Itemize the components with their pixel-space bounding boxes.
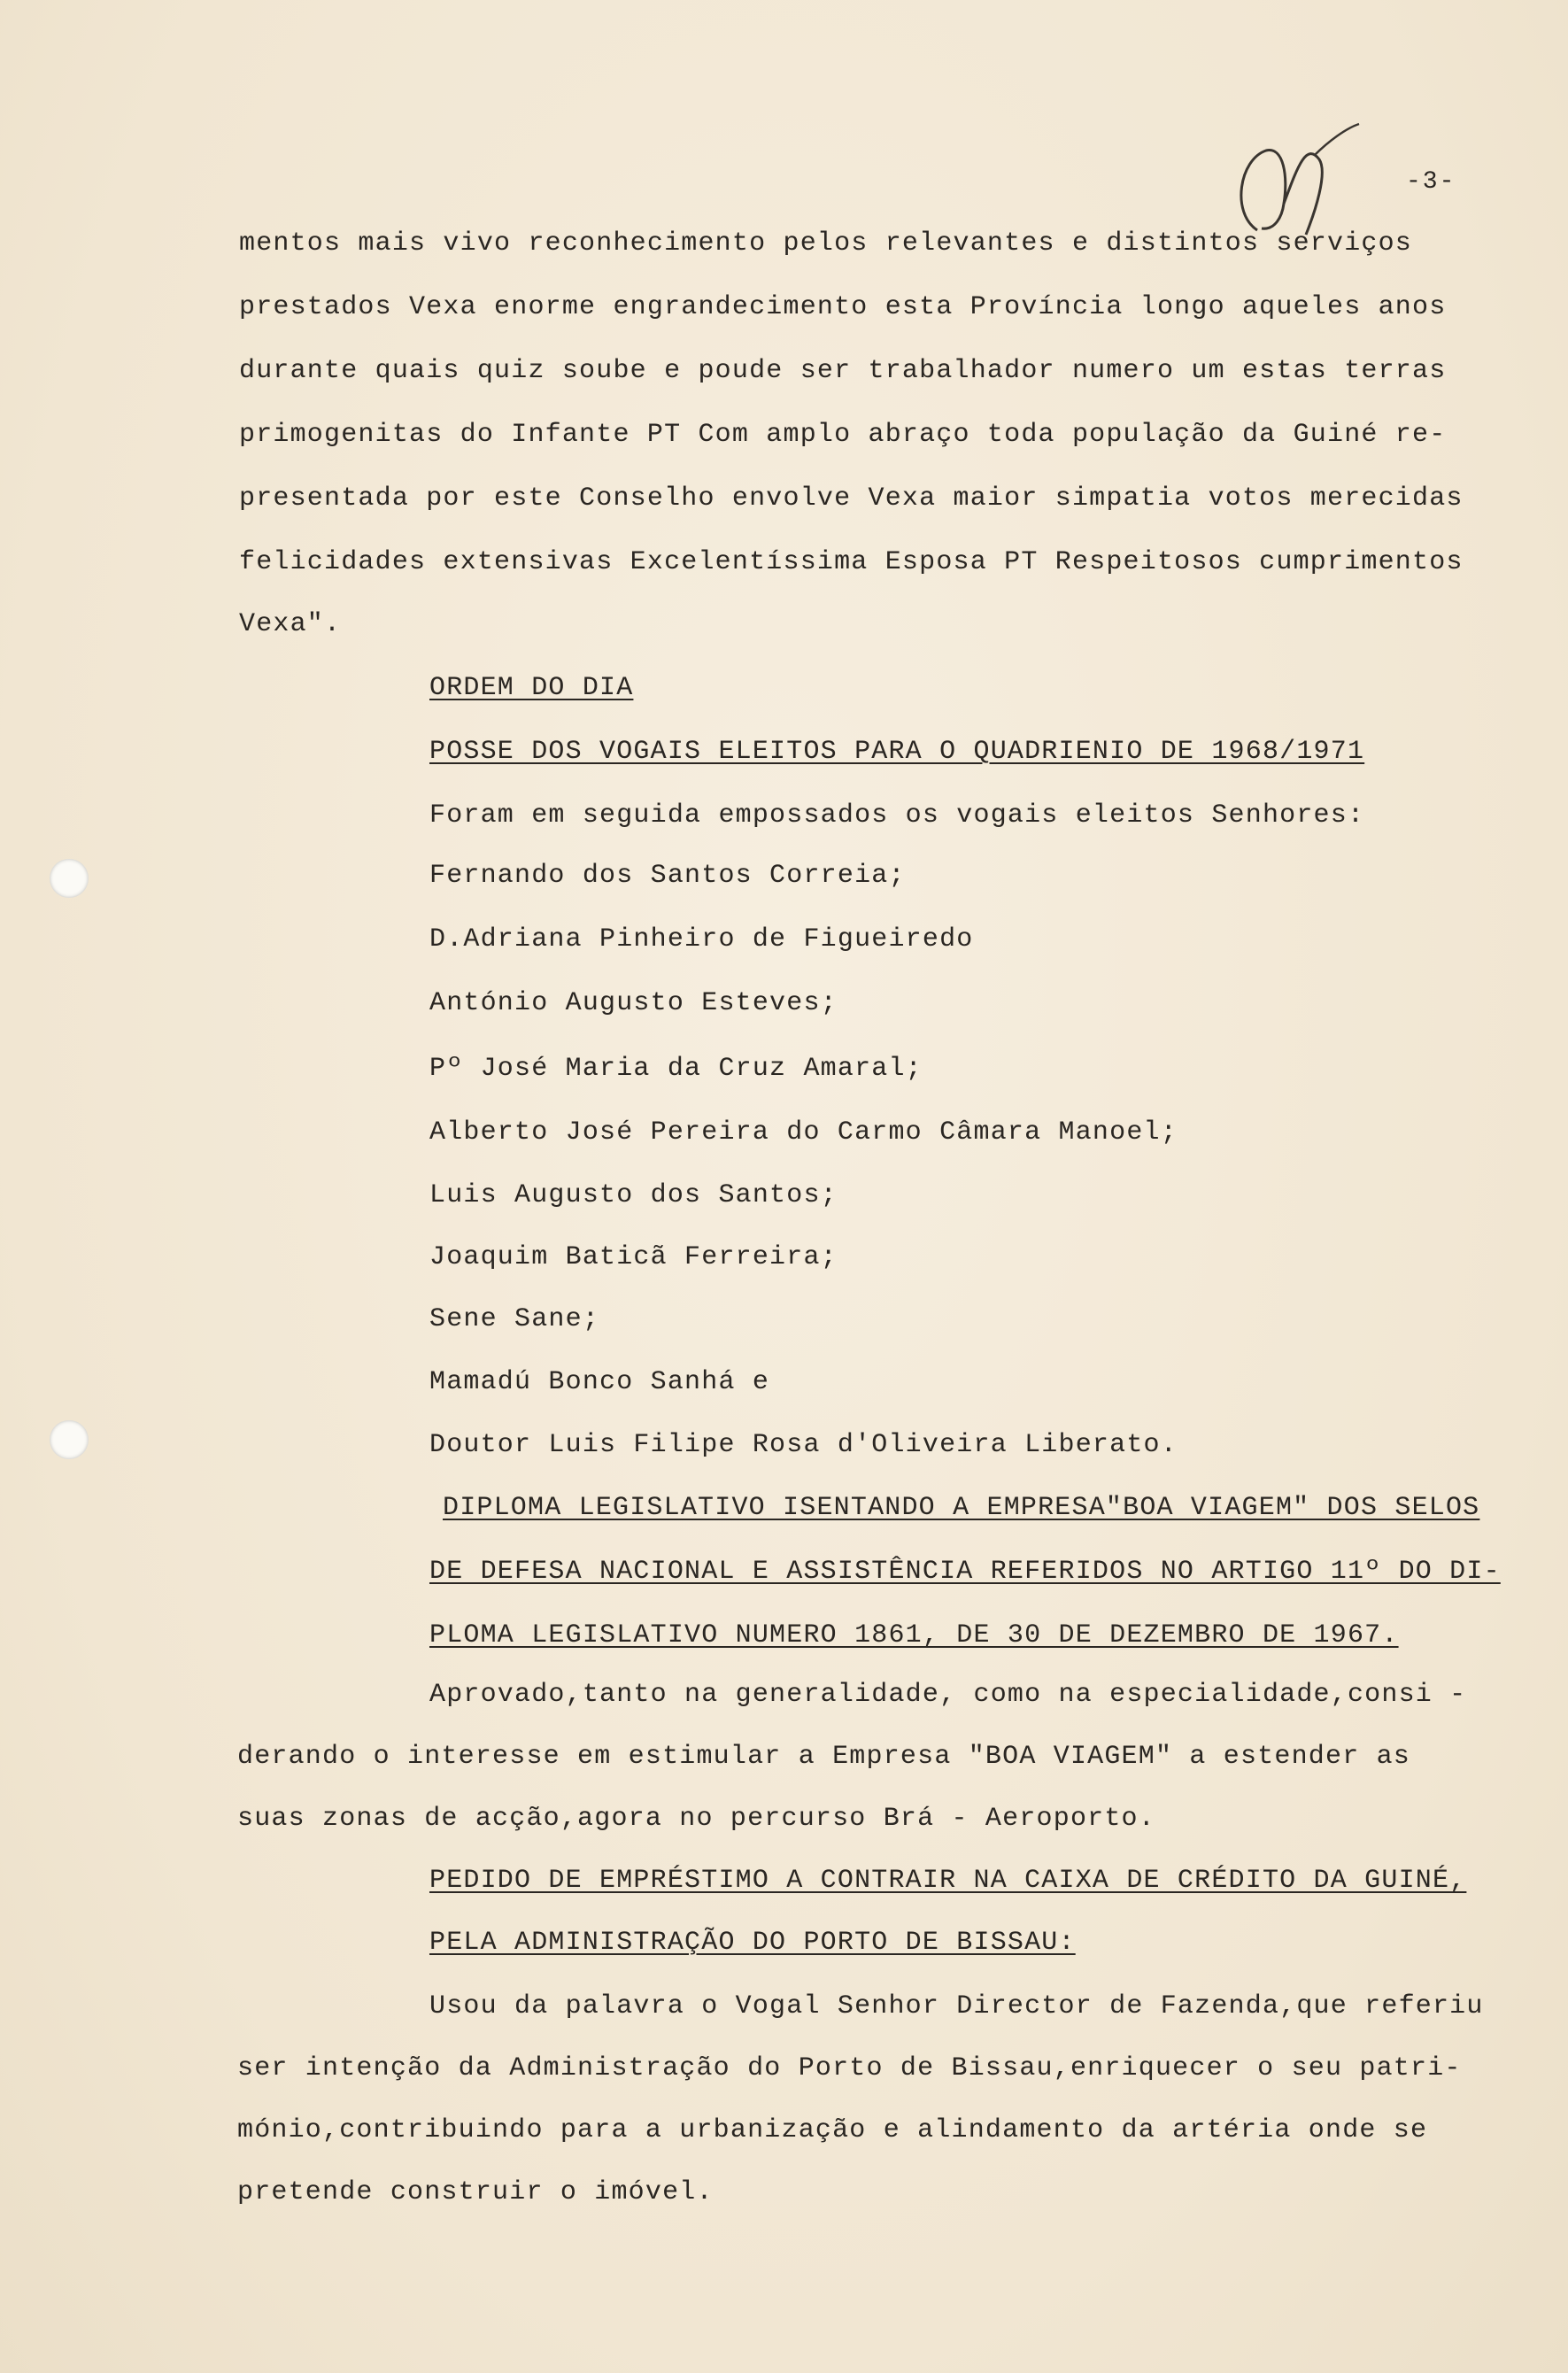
vogal-item: Mamadú Bonco Sanhá e (429, 1367, 770, 1397)
vogal-item: António Augusto Esteves; (429, 988, 838, 1018)
paragraph-line: felicidades extensivas Excelentíssima Esposa PT Respeitosos cumprimentos (239, 547, 1464, 577)
heading-pedido-line: PELA ADMINISTRAÇÃO DO PORTO DE BISSAU: (429, 1928, 1076, 1958)
heading-diploma-line: PLOMA LEGISLATIVO NUMERO 1861, DE 30 DE DEZEMBRO DE 1967. (429, 1620, 1399, 1650)
vogal-item: D.Adriana Pinheiro de Figueiredo (429, 924, 974, 955)
diploma-text-line: Aprovado,tanto na generalidade, como na especialidade,consi - (429, 1680, 1467, 1710)
heading-diploma-line: DE DEFESA NACIONAL E ASSISTÊNCIA REFERIDOS NO ARTIGO 11º DO DI- (429, 1557, 1501, 1587)
punch-hole-bottom (50, 1420, 89, 1459)
page-number: -3- (1406, 168, 1456, 196)
paragraph-line: durante quais quiz soube e poude ser trabalhador numero um estas terras (239, 356, 1447, 386)
paragraph-line: mentos mais vivo reconhecimento pelos relevantes e distintos serviços (239, 228, 1413, 259)
diploma-text-line: derando o interesse em estimular a Empresa "BOA VIAGEM" a estender as (237, 1742, 1411, 1772)
pedido-text-line: mónio,contribuindo para a urbanização e alindamento da artéria onde se (237, 2115, 1428, 2145)
pedido-text-line: Usou da palavra o Vogal Senhor Director de Fazenda,que referiu (429, 1991, 1484, 2021)
handwritten-initials (1222, 106, 1363, 239)
diploma-text-line: suas zonas de acção,agora no percurso Brá - Aeroporto. (237, 1804, 1155, 1834)
posse-intro: Foram em seguida empossados os vogais eleitos Senhores: (429, 800, 1365, 831)
vogal-item: Joaquim Baticã Ferreira; (429, 1242, 838, 1272)
paragraph-line: prestados Vexa enorme engrandecimento esta Província longo aqueles anos (239, 292, 1447, 322)
paragraph-line: presentada por este Conselho envolve Vexa maior simpatia votos merecidas (239, 483, 1464, 514)
vogal-item: Alberto José Pereira do Carmo Câmara Manoel; (429, 1117, 1178, 1148)
heading-posse: POSSE DOS VOGAIS ELEITOS PARA O QUADRIENIO DE 1968/1971 (429, 737, 1365, 767)
vogal-item: Pº José Maria da Cruz Amaral; (429, 1054, 923, 1084)
paragraph-line: Vexa". (239, 609, 342, 639)
vogal-item: Fernando dos Santos Correia; (429, 861, 906, 891)
punch-hole-top (50, 859, 89, 898)
paragraph-line: primogenitas do Infante PT Com amplo abraço toda população da Guiné re- (239, 420, 1447, 450)
pedido-text-line: ser intenção da Administração do Porto de Bissau,enriquecer o seu patri- (237, 2053, 1462, 2083)
heading-diploma-line: DIPLOMA LEGISLATIVO ISENTANDO A EMPRESA"BOA VIAGEM" DOS SELOS (443, 1493, 1480, 1523)
pedido-text-line: pretende construir o imóvel. (237, 2177, 714, 2207)
vogal-item: Sene Sane; (429, 1304, 600, 1334)
heading-ordem-do-dia: ORDEM DO DIA (429, 673, 634, 703)
vogal-item: Luis Augusto dos Santos; (429, 1180, 838, 1210)
heading-pedido-line: PEDIDO DE EMPRÉSTIMO A CONTRAIR NA CAIXA DE CRÉDITO DA GUINÉ, (429, 1866, 1467, 1896)
vogal-item: Doutor Luis Filipe Rosa d'Oliveira Liberato. (429, 1430, 1178, 1460)
